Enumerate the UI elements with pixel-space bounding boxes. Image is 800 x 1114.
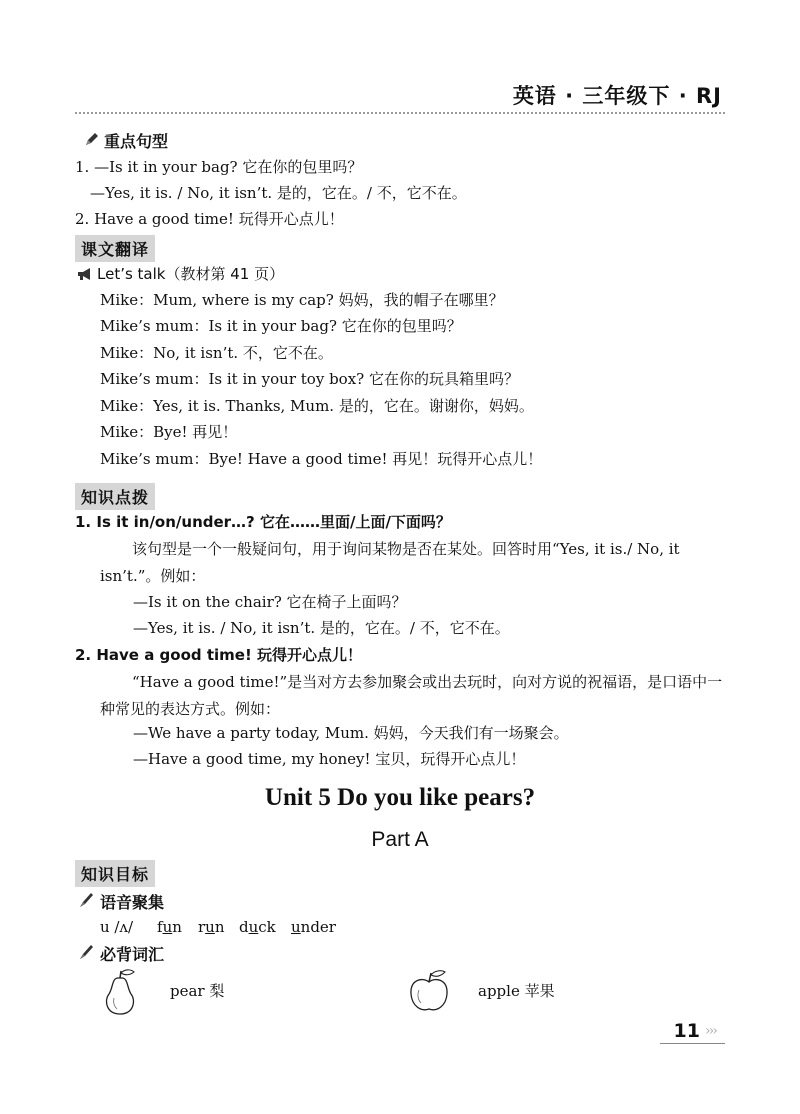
vocab-word: apple 苹果 (478, 982, 555, 1000)
knowledge-point-title: 2. Have a good time! 玩得开心点儿！ (75, 646, 363, 664)
knowledge-point-desc: “Have a good time!”是当对方去参加聚会或出去玩时，向对方说的祝福语，是口语中一种常见的表达方式。例如： (100, 673, 723, 718)
key-sentence-line: 1. —Is it in your bag? 它在你的包里吗？ (75, 158, 363, 176)
knowledge-point-title: 1. Is it in/on/under…? 它在……里面/上面/下面吗？ (75, 513, 451, 531)
unit-title: Unit 5 Do you like pears? (264, 784, 536, 811)
chevron-right-icon: ››› (705, 1023, 716, 1039)
footer-divider (660, 1043, 725, 1044)
example-line: —Have a good time, my honey! 宝贝，玩得开心点儿！ (133, 750, 526, 768)
pencil-icon (84, 131, 100, 147)
example-line: —We have a party today, Mum. 妈妈，今天我们有一场聚会。 (133, 724, 569, 742)
page-number: 11 (673, 1020, 700, 1042)
header-divider (75, 112, 725, 114)
apple-icon (405, 968, 453, 1014)
quill-icon (78, 892, 94, 908)
dialogue-line: Mike’s mum：Is it in your bag? 它在你的包里吗？ (100, 317, 462, 335)
section-badge-goals: 知识目标 (75, 860, 155, 887)
dialogue-line: Mike：Mum, where is my cap? 妈妈，我的帽子在哪里？ (100, 291, 504, 309)
key-sentence-line: 2. Have a good time! 玩得开心点儿！ (75, 210, 344, 228)
phonics-heading: 语音聚集 (100, 893, 165, 912)
section-badge-translation: 课文翻译 (75, 235, 155, 262)
example-line: —Yes, it is. / No, it isn’t. 是的，它在。/ 不，它不在。 (133, 619, 510, 637)
phonics-word: duck (239, 918, 276, 936)
dialogue-line: Mike’s mum：Bye! Have a good time! 再见！玩得开心点儿！ (100, 450, 543, 468)
quill-icon (78, 944, 94, 960)
key-sentence-line: —Yes, it is. / No, it isn’t. 是的，它在。/ 不，它不在。 (90, 184, 467, 202)
dialogue-line: Mike：Bye! 再见！ (100, 423, 238, 441)
example-line: —Is it on the chair? 它在椅子上面吗？ (133, 593, 407, 611)
part-title: Part A (371, 828, 429, 851)
dialogue-line: Mike：No, it isn’t. 不，它不在。 (100, 344, 333, 362)
phonics-word: run (198, 918, 225, 936)
section-badge-knowledge: 知识点拨 (75, 483, 155, 510)
megaphone-icon (77, 267, 93, 281)
key-sentences-heading: 重点句型 (104, 132, 169, 151)
dialogue-line: Mike：Yes, it is. Thanks, Mum. 是的，它在。谢谢你，妈妈。 (100, 397, 534, 415)
pear-icon (96, 968, 144, 1018)
vocab-heading: 必背词汇 (100, 945, 165, 964)
talk-title: Let’s talk（教材第 41 页） (97, 265, 285, 283)
phonics-sound: u /ʌ/ (100, 918, 134, 936)
vocab-word: pear 梨 (170, 982, 225, 1000)
phonics-word: under (291, 918, 336, 936)
knowledge-point-desc: 该句型是一个一般疑问句，用于询问某物是否在某处。回答时用“Yes, it is./ No, it isn’t.”。例如： (100, 540, 680, 585)
dialogue-line: Mike’s mum：Is it in your toy box? 它在你的玩具箱里吗？ (100, 370, 519, 388)
phonics-word: fun (157, 918, 182, 936)
page-header-title: 英语 · 三年级下 · RJ (512, 84, 722, 108)
